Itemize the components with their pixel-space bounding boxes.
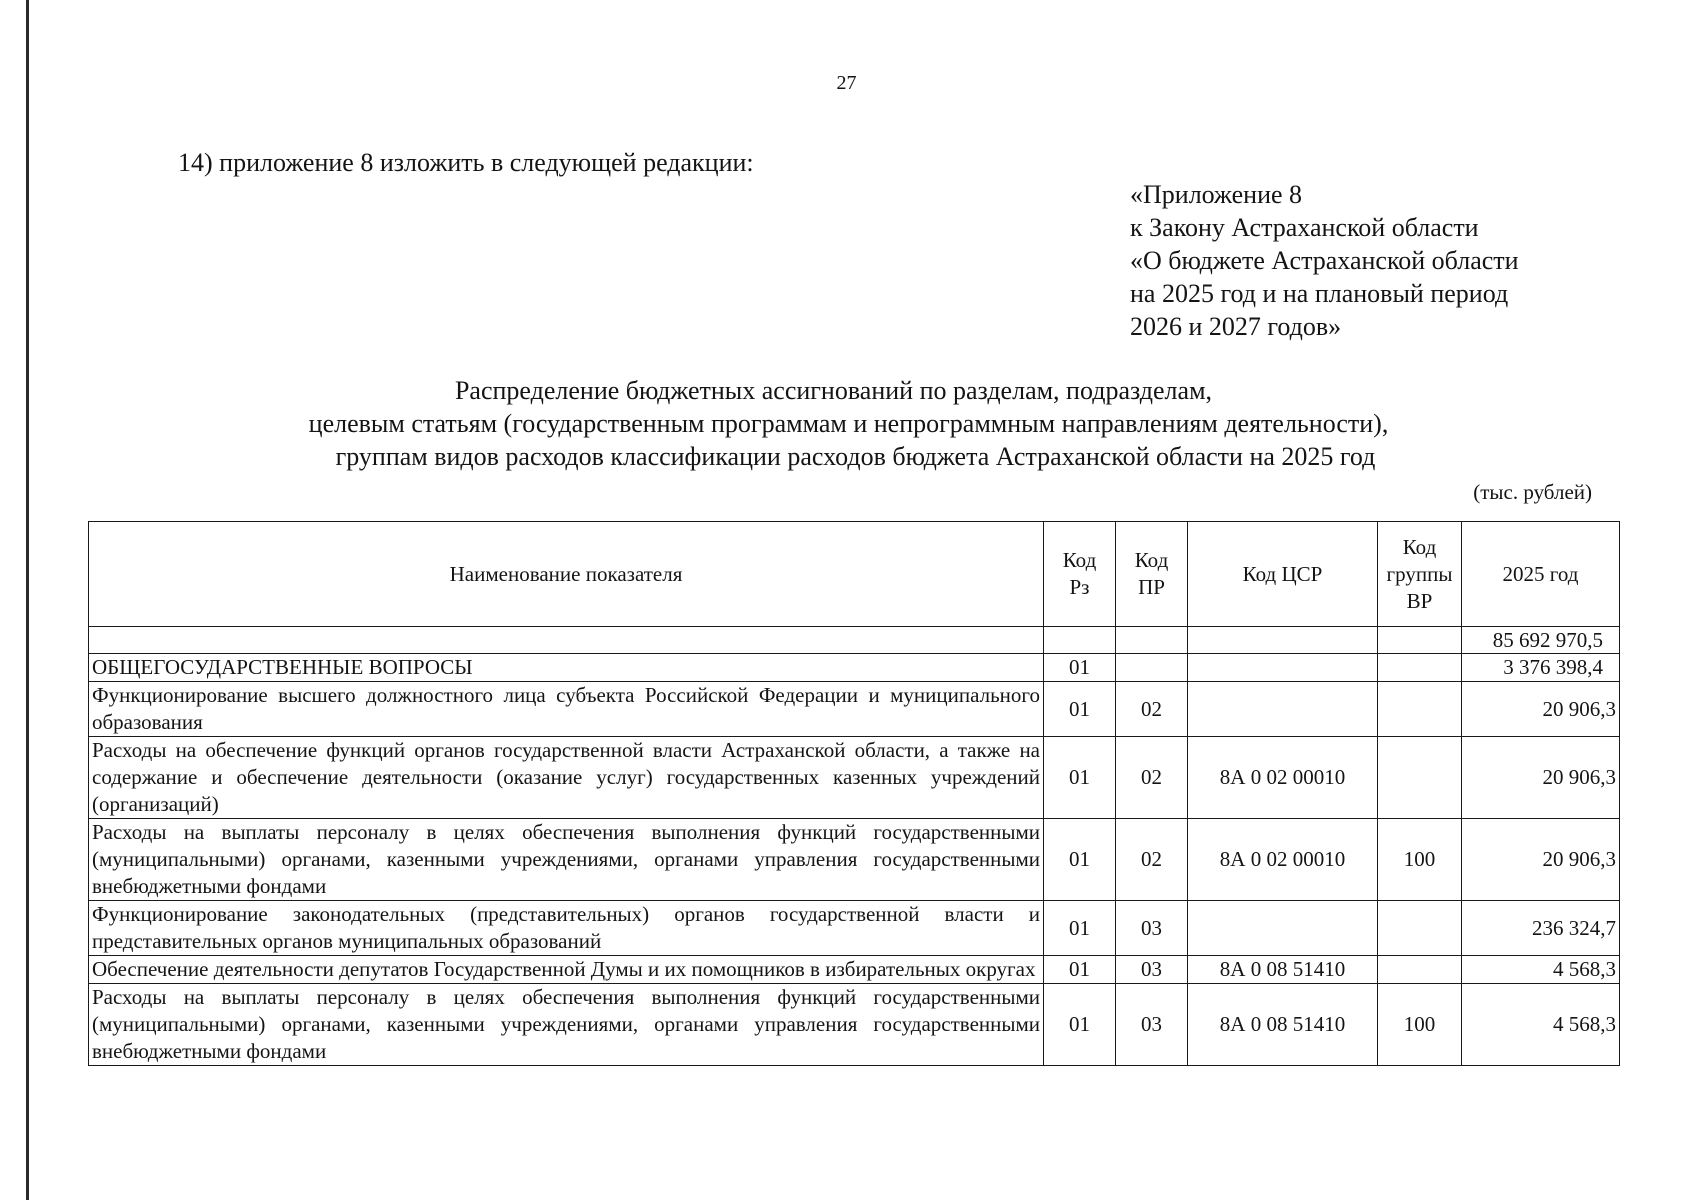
row-pr: 02 [1116,737,1188,819]
row-vr: 100 [1378,984,1462,1066]
row-vr [1378,737,1462,819]
header-vr-line: Код [1402,534,1437,559]
table-body [89,627,1620,1066]
row-amount: 20 906,3 [1462,737,1620,819]
table-header [89,522,1620,627]
row-name: Функционирование законодательных (представительных) органов государственной власти и представительных органов муниципальных образований [89,901,1044,956]
row-name [89,627,1044,654]
row-rz: 01 [1044,984,1116,1066]
row-vr [1378,627,1462,654]
budget-table [88,521,1620,1066]
row-name: Расходы на выплаты персоналу в целях обеспечения выполнения функций государственными (муниципальными) органами, казенными учреждениями, органами управления государственными внебюджетными фондами [89,984,1044,1066]
table-row [89,901,1620,956]
header-name: Наименование показателя [89,522,1044,627]
scan-edge-line [26,0,29,1200]
row-amount: 4 568,3 [1462,984,1620,1066]
row-name: Расходы на обеспечение функций органов государственной власти Астраханской области, а также на содержание и обеспечение деятельности (оказание услуг) государственных казенных учреждений (организаций) [89,737,1044,819]
row-csr [1188,682,1378,737]
row-vr [1378,682,1462,737]
appendix-line: «Приложение 8 [1130,180,1303,209]
header-csr: Код ЦСР [1188,522,1378,627]
row-csr [1188,901,1378,956]
row-pr: 03 [1116,984,1188,1066]
row-rz: 01 [1044,654,1116,682]
row-pr [1116,654,1188,682]
table-row [89,737,1620,819]
row-csr: 8А 0 08 51410 [1188,984,1378,1066]
appendix-line: на 2025 год и на плановый период [1130,279,1509,308]
header-year: 2025 год [1462,522,1620,627]
row-name: Функционирование высшего должностного лица субъекта Российской Федерации и муниципального образования [89,682,1044,737]
row-pr: 03 [1116,901,1188,956]
header-row [89,522,1620,627]
row-rz [1044,627,1116,654]
row-vr: 100 [1378,819,1462,901]
row-rz: 01 [1044,819,1116,901]
row-csr: 8А 0 08 51410 [1188,956,1378,984]
row-pr: 03 [1116,956,1188,984]
appendix-line: к Закону Астраханской области [1130,213,1479,242]
table-row [89,956,1620,984]
row-vr [1378,901,1462,956]
table-row-total [89,627,1620,654]
header-vr-line: ВР [1406,588,1433,613]
row-amount: 4 568,3 [1462,956,1620,984]
row-amount: 3 376 398,4 [1462,654,1620,682]
header-rz-line: Рз [1069,575,1090,599]
row-rz: 01 [1044,737,1116,819]
row-csr: 8А 0 02 00010 [1188,819,1378,901]
header-pr [1116,522,1188,627]
amendment-intro: 14) приложение 8 изложить в следующей редакции: [178,148,754,177]
table-row [89,654,1620,682]
header-rz-line: Код [1062,548,1097,572]
row-vr [1378,654,1462,682]
row-pr: 02 [1116,819,1188,901]
units-label: (тыс. рублей) [1473,480,1592,504]
appendix-line: «О бюджете Астраханской области [1130,246,1519,275]
header-pr-line: ПР [1138,575,1165,599]
row-name: Обеспечение деятельности депутатов Государственной Думы и их помощников в избирательных округах [89,956,1044,984]
row-amount: 236 324,7 [1462,901,1620,956]
appendix-line: 2026 и 2027 годов» [1130,312,1342,341]
row-csr [1188,654,1378,682]
title-line: Распределение бюджетных ассигнований по разделам, подразделам, [454,376,1213,405]
row-name: ОБЩЕГОСУДАРСТВЕННЫЕ ВОПРОСЫ [89,654,1044,682]
header-rz [1044,522,1116,627]
row-rz: 01 [1044,901,1116,956]
row-vr [1378,956,1462,984]
row-pr: 02 [1116,682,1188,737]
header-vr-line: группы [1386,561,1453,586]
row-pr [1116,627,1188,654]
row-amount: 20 906,3 [1462,682,1620,737]
table-row [89,682,1620,737]
header-vr [1378,522,1462,627]
row-rz: 01 [1044,682,1116,737]
document-title [0,374,1697,473]
title-line: целевым статьям (государственным программам и непрограммным направлениям деятельности), [308,409,1389,438]
page-number: 27 [836,72,857,94]
table-row [89,984,1620,1066]
header-pr-line: Код [1134,548,1169,572]
row-amount: 20 906,3 [1462,819,1620,901]
row-amount: 85 692 970,5 [1462,627,1620,654]
table-row [89,819,1620,901]
title-line: группам видов расходов классификации расходов бюджета Астраханской области на 2025 год [335,442,1376,471]
row-name: Расходы на выплаты персоналу в целях обеспечения выполнения функций государственными (муниципальными) органами, казенными учреждениями, органами управления государственными внебюджетными фондами [89,819,1044,901]
row-csr: 8А 0 02 00010 [1188,737,1378,819]
row-csr [1188,627,1378,654]
appendix-header [1130,178,1519,343]
row-rz: 01 [1044,956,1116,984]
